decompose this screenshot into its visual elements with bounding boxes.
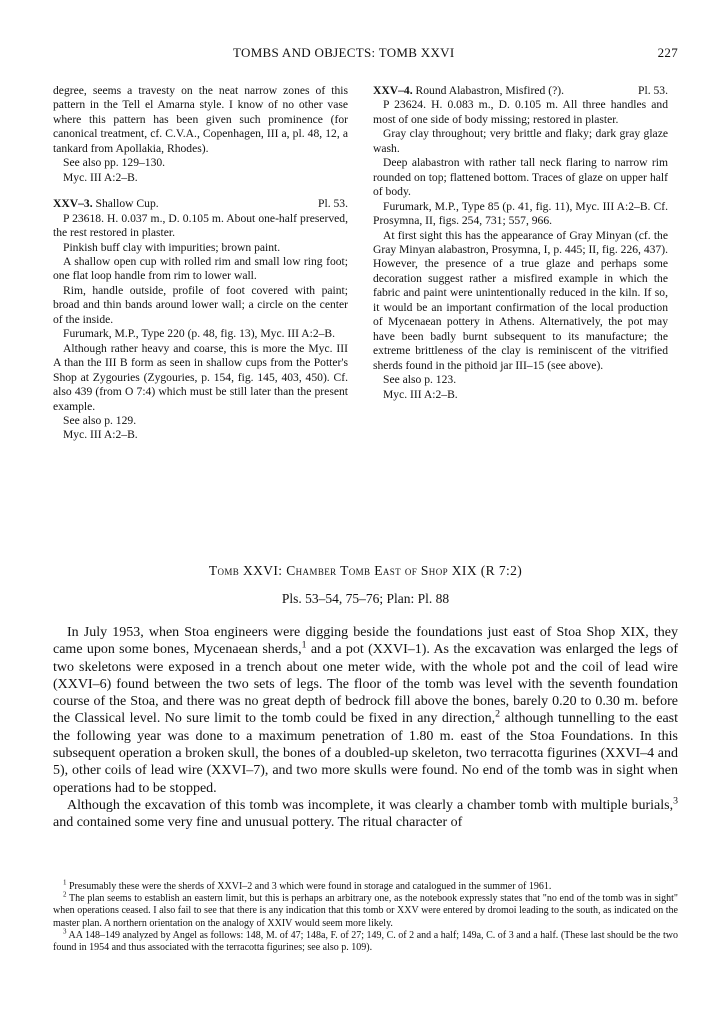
continued-paragraph: degree, seems a travesty on the neat narrow zones of this pattern in the Tell el Amarna style. I know of no other vase where this pattern has been given such prominence (for canonical treatment, cf. C.V.A., Copenhagen, III a, pl. 48, 12, a tankard from Apollakia, Rhodes).: [53, 84, 348, 155]
footnote: [53, 927, 679, 954]
right-column: [373, 84, 668, 402]
footnote-text: Presumably these were the sherds of XXVI–2 and 3 which were found in storage and catalogued in the summer of 1961.: [69, 881, 552, 892]
text-run: although tunnelling to the east the following year was done to a maximum penetration of 1.80 m. east of the Stoa Foundations. In this subsequent operation a broken skull, the bones of a doubled-up skeleton, two terracotta figurines (XXVI–4 and 5), other coils of lead wire (XXVI–7), and two more skulls were found. No end of the tomb was in sight when operations had to be stopped.: [53, 711, 678, 796]
entry-description: Deep alabastron with rather tall neck flaring to narrow rim rounded on top; flattened bottom. Traces of glaze on upper half of body.: [373, 156, 668, 199]
footnote: [53, 890, 678, 930]
entry-name: Round Alabastron, Misfired (?).: [415, 84, 564, 97]
entry-description: A shallow open cup with rolled rim and small low ring foot; one flat loop handle from rim to lower wall.: [53, 254, 348, 283]
section-title: Tomb XXVI: Chamber Tomb East of Shop XIX (R 7:2): [208, 563, 523, 578]
entry-id: XXV–4.: [373, 84, 413, 97]
entry-name: Shallow Cup.: [95, 197, 159, 211]
body-text: [53, 624, 678, 832]
left-column: [53, 84, 348, 443]
entry-decoration: Rim, handle outside, profile of foot covered with paint; broad and thin bands around lower wall; a circle on the center of the inside.: [53, 283, 348, 326]
text-run: and contained some very fine and unusual pottery. The ritual character of: [53, 815, 463, 831]
footnote-ref[interactable]: 1: [301, 639, 307, 651]
footnote-text: The plan seems to establish an eastern limit, but this is perhaps an arbitrary one, as the notebook expressly states that "no end of the tomb was in sight" when operations ceased. I also fail to see that there is any indication that this tomb or XXV were entered by dromoi leading to the south, as indicated on the master plan. A northern orientation on the analogy of XXIV would seem more likely.: [53, 893, 678, 929]
entry-typology: Furumark, M.P., Type 85 (p. 41, fig. 11), Myc. III A:2–B. Cf. Prosymna, II, figs. 254, 731; 557, 966.: [373, 199, 668, 228]
see-also: See also pp. 129–130.: [63, 156, 166, 170]
header-title: TOMBS AND OBJECTS: TOMB XXVI: [233, 45, 455, 60]
entry-clay: Pinkish buff clay with impurities; brown paint.: [63, 240, 281, 254]
dating: Myc. III A:2–B.: [63, 170, 138, 184]
catalogue-entry-heading: [373, 84, 668, 98]
footnote: [53, 878, 678, 893]
entry-id: XXV–3.: [53, 197, 93, 211]
entry-dimensions: P 23618. H. 0.037 m., D. 0.105 m. About one-half preserved, the rest restored in plaster.: [53, 211, 348, 240]
entry-discussion: Although rather heavy and coarse, this is more the Myc. III A than the III B form as seen in shallow cups from the Potter's Shop at Zygouries (Zygouries, p. 154, fig. 145, 403, 450). Cf. also 439 (from O 7:4) which must be still later than the present example.: [53, 341, 348, 413]
footnote-mark: 2: [63, 890, 67, 899]
entry-plate: Pl. 53.: [318, 197, 348, 211]
section-plates: Pls. 53–54, 75–76; Plan: Pl. 88: [281, 591, 450, 606]
see-also: See also p. 123.: [383, 373, 457, 387]
entry-dimensions: P 23624. H. 0.083 m., D. 0.105 m. All three handles and most of one side of body missing; restored in plaster.: [373, 98, 668, 126]
footnote-ref[interactable]: 3: [673, 795, 678, 807]
dating: Myc. III A:2–B.: [383, 387, 458, 401]
catalogue-entry-heading: [53, 197, 348, 211]
text-run: Although the excavation of this tomb was incomplete, it was clearly a chamber tomb with multiple burials,: [67, 797, 674, 813]
footnotes: [53, 878, 679, 954]
entry-discussion: At first sight this has the appearance of Gray Minyan (cf. the Gray Minyan alabastron, Prosymna, I, p. 445; II, fig. 226, 437). However, the presence of a true glaze and perhaps some decoration suggest rather a misfired example in which the fabric and paint were unintentionally reduced in the kiln. If so, it would be an important confirmation of the local production of Mycenaean pottery in Athens. Alternatively, the pot may have been badly burnt subsequent to its manufacture; the extreme brittleness of the clay is reminiscent of the vitrified sherds found in the pithoid jar III–15 (see above).: [373, 228, 668, 372]
footnote-mark: 1: [63, 878, 67, 887]
footnote-text: AA 148–149 analyzed by Angel as follows: 148, M. of 47; 148a, F. of 27; 149, C. of 2 and a half; 149a, C. of 3 and a half. (These last should be the two found in 1954 and thus associated with the terracotta figurines; see also p. 109).: [53, 929, 679, 954]
body-paragraph: [53, 624, 678, 797]
footnote-mark: 3: [63, 927, 67, 936]
entry-typology: Furumark, M.P., Type 220 (p. 48, fig. 13), Myc. III A:2–B.: [63, 327, 336, 341]
page-number: 227: [657, 45, 678, 60]
text-run: In July 1953, when Stoa engineers were digging beside the foundations just east of Stoa Shop XIX, they came upon some bones, Mycenaean sherds,: [53, 625, 678, 658]
entry-clay: Gray clay throughout; very brittle and flaky; dark gray glaze wash.: [373, 127, 668, 155]
body-paragraph: [53, 797, 678, 832]
entry-plate: Pl. 53.: [638, 84, 668, 97]
footnote-ref[interactable]: 2: [495, 708, 501, 720]
text-run: and a pot (XXVI–1). As the excavation was enlarged the legs of two skeletons were exposed in a trench about one meter wide, with the whole pot and the coil of lead wire (XXVI–6) found between the two sets of legs. The floor of the tomb was level with the seventh foundation course of the Stoa, and there was no great depth of bedrock fill above the bones, barely 0.20 to 0.30 m. before the Classical level. No sure limit to the tomb could be fixed in any direction,: [53, 642, 678, 727]
see-also: See also p. 129.: [63, 413, 137, 427]
dating: Myc. III A:2–B.: [63, 428, 138, 442]
